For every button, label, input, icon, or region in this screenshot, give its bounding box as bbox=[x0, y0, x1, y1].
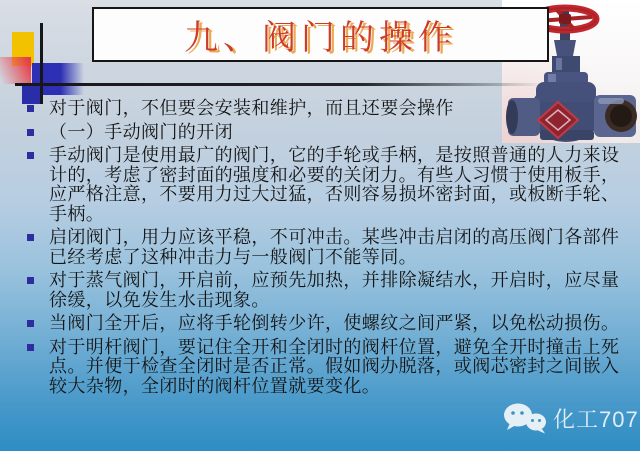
watermark-label: 化工707 bbox=[553, 406, 639, 432]
bullet-text: （一）手动阀门的开闭 bbox=[49, 121, 233, 142]
bullet-item bbox=[24, 271, 624, 310]
decor-vertical-line bbox=[40, 23, 43, 104]
bullet-text: 启闭阀门，用力应该平稳，不可冲击。某些冲击启闭的高压阀门各部件已经考虑了这种冲击力与一般阀门不能等同。 bbox=[49, 227, 620, 267]
slide-body bbox=[24, 99, 624, 400]
wechat-icon bbox=[503, 402, 547, 434]
bullet-text: 手动阀门是使用最广的阀门，它的手轮或手柄，是按照普通的人力来设计的，考虑了密封面的强度和必要的关闭力。有些人习惯于使用板手，应严格注意，不要用力过大过猛，否则容易损坏密封面，或板断手轮、手柄。 bbox=[49, 145, 620, 224]
bullet-square-icon bbox=[27, 277, 34, 284]
bullet-square-icon bbox=[27, 234, 34, 241]
bullet-square-icon bbox=[27, 320, 34, 327]
bullet-text: 当阀门全开后，应将手轮倒转少许，使螺纹之间严紧，以免松动损伤。 bbox=[49, 313, 620, 333]
bullet-text: 对于阀门，不但要会安装和维护，而且还要会操作 bbox=[49, 98, 454, 118]
decor-red-square bbox=[0, 57, 31, 84]
title-box bbox=[92, 7, 549, 62]
bullet-text: 对于明杆阀门，要记住全开和全闭时的阀杆位置，避免全开时撞击上死点。并便于检查全闭时是否正常。假如阀办脱落，或阀芯密封之间嵌入较大杂物，全闭时的阀杆位置就要变化。 bbox=[49, 336, 620, 396]
bullet-square-icon bbox=[27, 105, 34, 112]
slide-title: 九、阀门的操作 bbox=[184, 20, 457, 57]
decor-horizontal-line bbox=[15, 83, 545, 86]
bullet-item bbox=[24, 123, 624, 143]
bullet-item bbox=[24, 228, 624, 267]
bullet-item bbox=[24, 338, 624, 397]
watermark bbox=[503, 402, 639, 434]
bullet-square-icon bbox=[27, 344, 34, 351]
bullet-text: 对于蒸气阀门，开启前，应预先加热，并排除凝结水，开启时，应尽量徐缓，以免发生水击现象。 bbox=[49, 270, 620, 310]
bullet-square-icon bbox=[27, 152, 34, 159]
bullet-item bbox=[24, 146, 624, 224]
bullet-item bbox=[24, 99, 624, 119]
bullet-item bbox=[24, 314, 624, 334]
bullet-square-icon bbox=[27, 129, 34, 136]
